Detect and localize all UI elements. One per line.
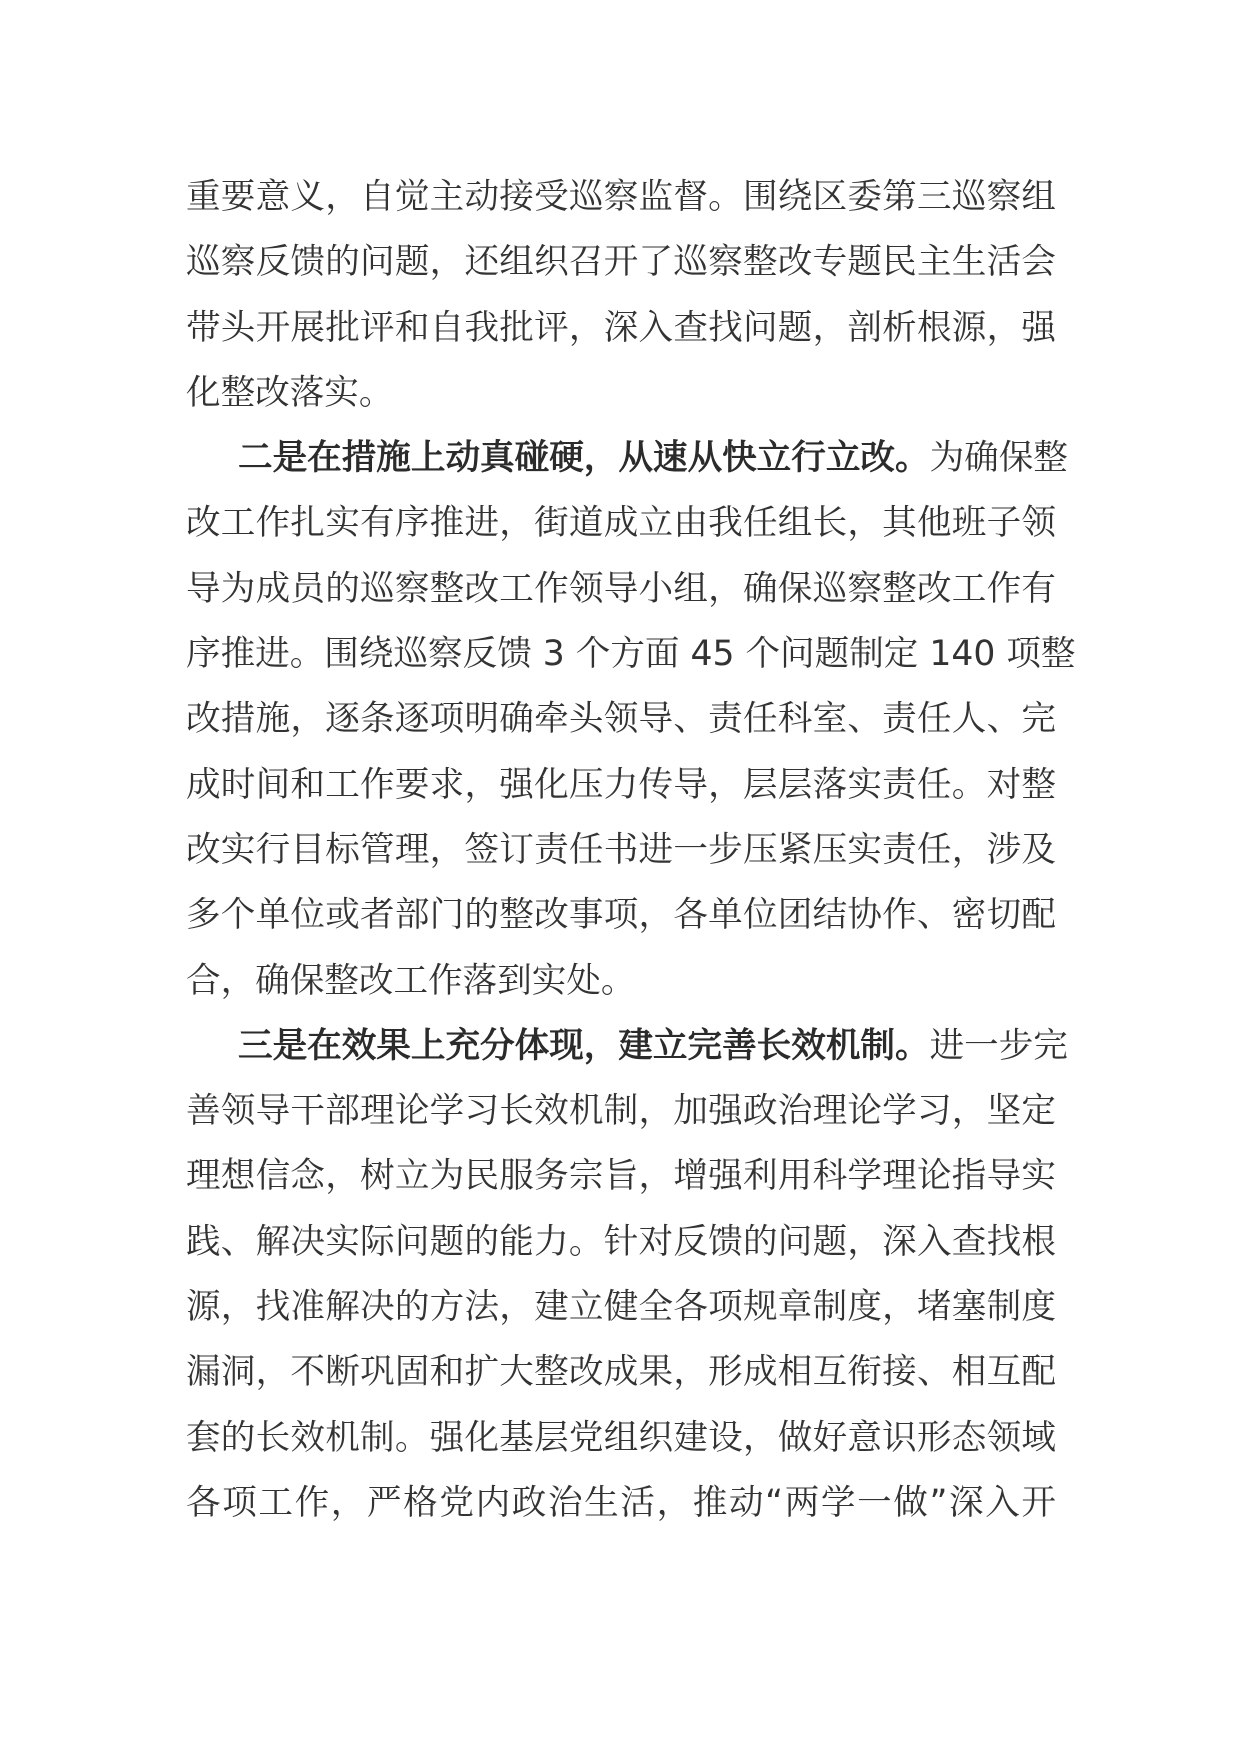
paragraph-2 <box>186 426 1076 1014</box>
text-line <box>186 557 1056 622</box>
text-line <box>186 1406 1056 1471</box>
text-line <box>186 1014 1068 1079</box>
line-text: 善领导干部理论学习长效机制，加强政治理论学习，坚定 <box>186 1091 1056 1132</box>
text-line <box>186 1210 1056 1275</box>
line-text: 为确保整 <box>929 438 1068 479</box>
text-line <box>186 1079 1056 1144</box>
text-line <box>186 1275 1056 1340</box>
text-line <box>186 426 1068 491</box>
line-text: 改措施，逐条逐项明确牵头领导、责任科室、责任人、完 <box>186 699 1056 740</box>
line-text: 源，找准解决的方法，建立健全各项规章制度，堵塞制度 <box>186 1287 1056 1328</box>
text-line <box>186 949 1056 1014</box>
line-text: 理想信念，树立为民服务宗旨，增强利用科学理论指导实 <box>186 1156 1056 1197</box>
text-line <box>186 622 1076 687</box>
text-line <box>186 1340 1056 1405</box>
line-text: 改实行目标管理，签订责任书进一步压紧压实责任，涉及 <box>186 829 1056 870</box>
document-body <box>186 165 1076 1536</box>
text-line <box>186 361 1056 426</box>
paragraph-heading: 三是在效果上充分体现，建立完善长效机制。 <box>238 1025 930 1066</box>
line-text: 成时间和工作要求，强化压力传导，层层落实责任。对整 <box>186 764 1056 805</box>
line-text: 重要意义，自觉主动接受巡察监督。围绕区委第三巡察组 <box>186 177 1056 217</box>
paragraph-heading: 二是在措施上动真碰硬，从速从快立行立改。 <box>238 438 930 479</box>
text-line <box>186 687 1056 752</box>
line-text: 化整改落实。 <box>186 372 394 413</box>
line-text: 漏洞，不断巩固和扩大整改成果，形成相互衔接、相互配 <box>186 1352 1056 1393</box>
text-line <box>186 165 1056 230</box>
text-line <box>186 230 1056 295</box>
line-text: 巡察反馈的问题，还组织召开了巡察整改专题民主生活会 <box>186 242 1056 283</box>
line-text: 践、解决实际问题的能力。针对反馈的问题，深入查找根 <box>186 1221 1056 1262</box>
text-line <box>186 1471 1056 1536</box>
line-text: 导为成员的巡察整改工作领导小组，确保巡察整改工作有 <box>186 568 1056 609</box>
line-text: 套的长效机制。强化基层党组织建设，做好意识形态领域 <box>186 1417 1056 1458</box>
line-text: 合，确保整改工作落到实处。 <box>186 960 636 1001</box>
line-text: 改工作扎实有序推进，街道成立由我任组长，其他班子领 <box>186 503 1056 544</box>
text-line <box>186 296 1056 361</box>
line-text: 多个单位或者部门的整改事项，各单位团结协作、密切配 <box>186 895 1056 936</box>
line-text: 各项工作，严格党内政治生活，推动“两学一做”深入开 <box>186 1482 1056 1523</box>
text-line <box>186 883 1056 948</box>
line-text: 序推进。围绕巡察反馈 3 个方面 45 个问题制定 140 项整 <box>186 634 1076 675</box>
paragraph-1 <box>186 165 1056 426</box>
text-line <box>186 753 1056 818</box>
text-line <box>186 818 1056 883</box>
text-line <box>186 1144 1056 1209</box>
paragraph-3 <box>186 1014 1068 1536</box>
text-line <box>186 491 1056 556</box>
line-text: 带头开展批评和自我批评，深入查找问题，剖析根源，强 <box>186 307 1056 348</box>
line-text: 进一步完 <box>929 1025 1068 1066</box>
